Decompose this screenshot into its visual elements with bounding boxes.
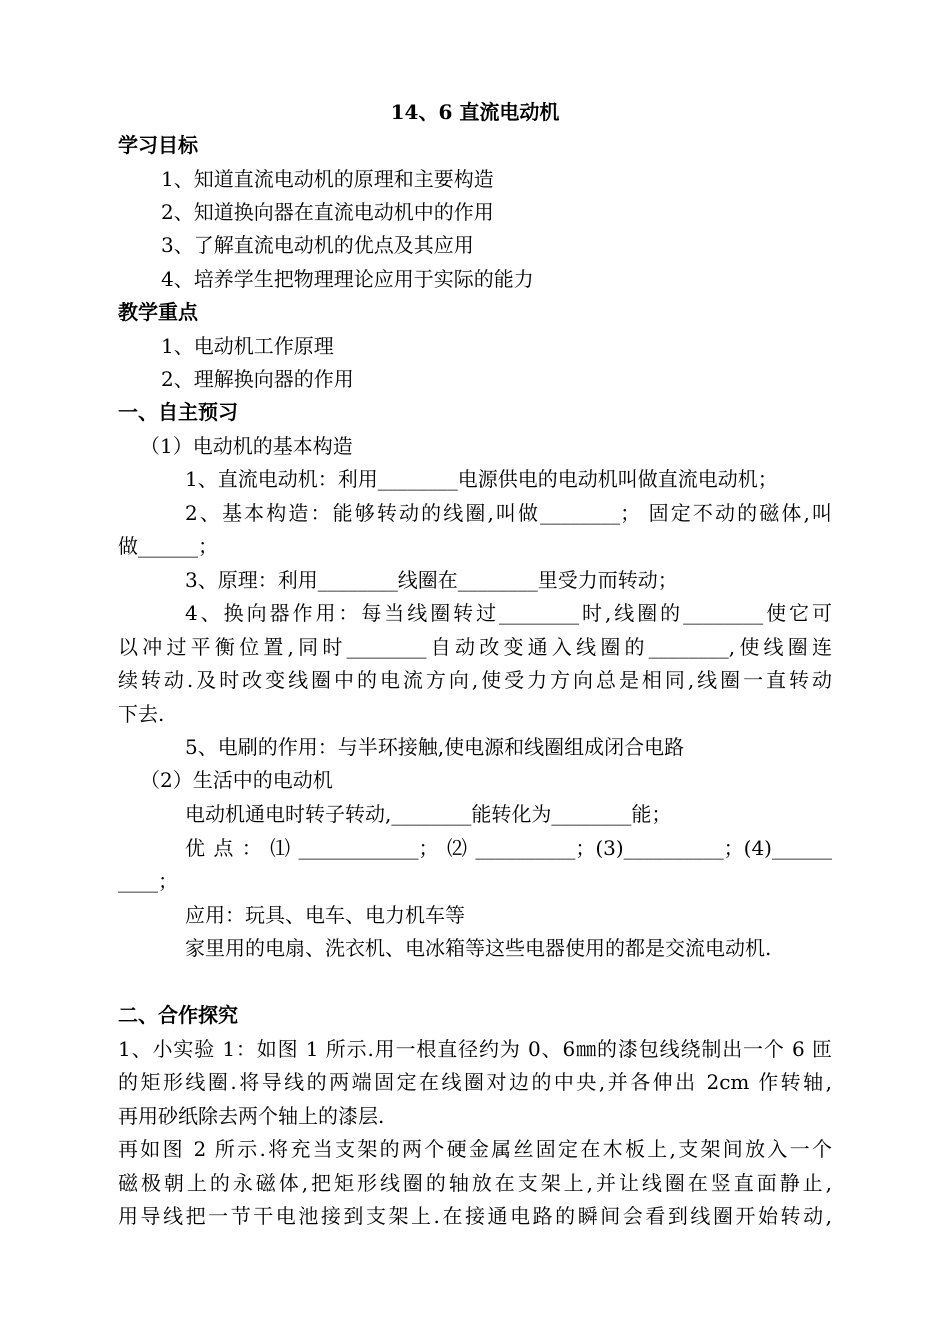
preview-item: 2、基本构造：能够转动的线圈,叫做________； 固定不动的磁体,叫: [185, 501, 832, 525]
preview-item-cont: ____；: [118, 869, 178, 893]
preview-item: 优点：⑴____________；⑵__________；(3)__________；(4)______: [185, 836, 832, 860]
preview-subheading: （2）生活中的电动机: [140, 768, 333, 792]
preview-item: 电动机通电时转子转动,________能转化为________能；: [185, 802, 672, 826]
coop-paragraph-line: 用导线把一节干电池接到支架上.在接通电路的瞬间会看到线圈开始转动,: [118, 1204, 832, 1228]
preview-heading: 一、自主预习: [118, 400, 238, 424]
preview-item-cont: 以冲过平衡位置,同时________自动改变通入线圈的________,使线圈连: [118, 635, 832, 659]
preview-item-cont: 做______；: [118, 534, 218, 558]
goals-heading: 学习目标: [118, 133, 198, 157]
preview-item: 4、换向器作用：每当线圈转过________时,线圈的________使它可: [185, 601, 832, 625]
goal-item: 2、知道换向器在直流电动机中的作用: [161, 200, 494, 224]
coop-paragraph-line: 磁极朝上的永磁体,把矩形线圈的轴放在支架上,并让线圈在竖直面静止,: [118, 1171, 832, 1195]
coop-paragraph-line: 的矩形线圈.将导线的两端固定在线圈对边的中央,并各伸出 2cm 作转轴,: [118, 1070, 832, 1094]
coop-heading: 二、合作探究: [118, 1003, 238, 1027]
focus-heading: 教学重点: [118, 300, 198, 324]
coop-paragraph-line: 再用砂纸除去两个轴上的漆层.: [118, 1104, 385, 1128]
preview-item: 家里用的电扇、洗衣机、电冰箱等这些电器使用的都是交流电动机.: [185, 936, 772, 960]
preview-item: 5、电刷的作用：与半环接触,使电源和线圈组成闭合电路: [185, 735, 685, 759]
page-title: 14、6 直流电动机: [390, 100, 560, 124]
preview-item-cont: 续转动.及时改变线圈中的电流方向,使受力方向总是相同,线圈一直转动: [118, 668, 832, 692]
preview-item: 应用：玩具、电车、电力机车等: [185, 903, 465, 927]
focus-item: 1、电动机工作原理: [161, 334, 334, 358]
focus-item: 2、理解换向器的作用: [161, 367, 354, 391]
preview-item: 3、原理：利用________线圈在________里受力而转动；: [185, 568, 678, 592]
preview-item-cont: 下去.: [118, 702, 165, 726]
coop-paragraph-line: 1、小实验 1：如图 1 所示.用一根直径约为 0、6㎜的漆包线绕制出一个 6 匝: [118, 1037, 832, 1061]
preview-item: 1、直流电动机：利用________电源供电的电动机叫做直流电动机；: [185, 467, 778, 491]
goal-item: 4、培养学生把物理理论应用于实际的能力: [161, 267, 534, 291]
goal-item: 1、知道直流电动机的原理和主要构造: [161, 167, 494, 191]
coop-paragraph-line: 再如图 2 所示.将充当支架的两个硬金属丝固定在木板上,支架间放入一个: [118, 1137, 832, 1161]
preview-subheading: （1）电动机的基本构造: [140, 434, 353, 458]
goal-item: 3、了解直流电动机的优点及其应用: [161, 233, 474, 257]
